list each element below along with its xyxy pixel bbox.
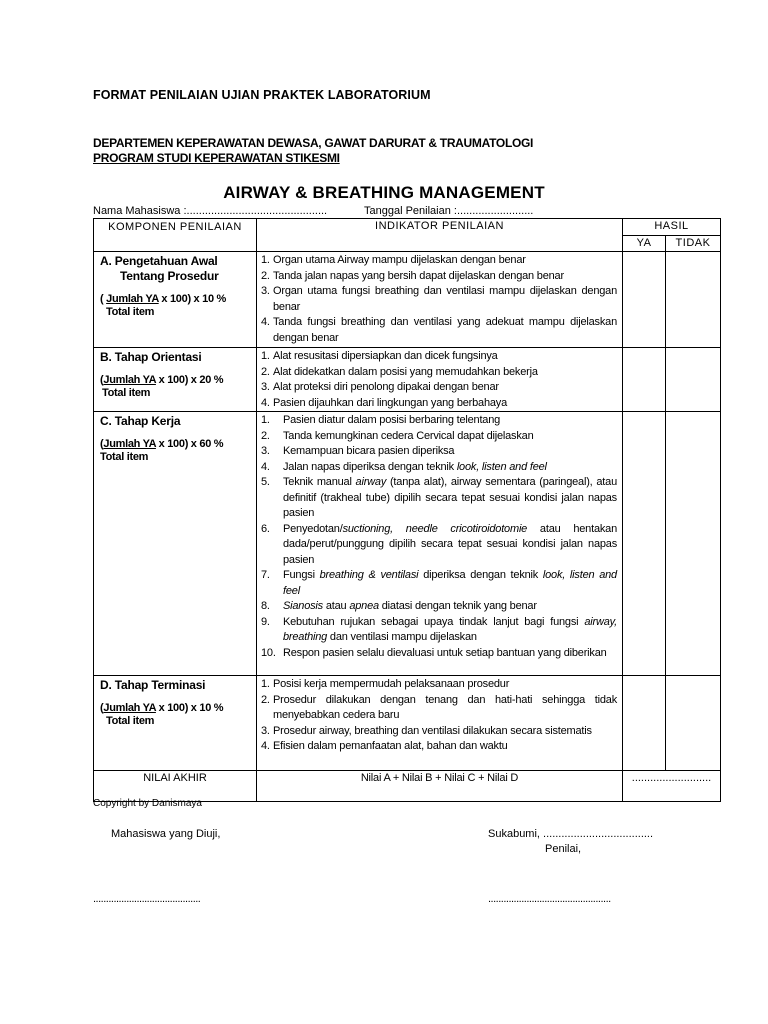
list-item: 9. Kebutuhan rujukan sebagai upaya tindak lanjut bagi fungsi airway, breathing dan ventilasi mampu dijelaskan	[261, 615, 617, 643]
list-item: 6. Penyedotan/suctioning, needle cricotiroidotomie atau hentakan dada/perut/punggung dipilih secara tepat sesuai kondisi jalan napas pasien	[261, 522, 617, 566]
section-title: C. Tahap Kerja	[100, 414, 181, 428]
section-title: B. Tahap Orientasi	[100, 350, 202, 364]
tidak-checkbox-a[interactable]	[666, 252, 721, 348]
list-item: 3. Prosedur airway, breathing dan ventilasi dilakukan secara sistematis	[261, 724, 592, 737]
komponen-cell-a	[94, 252, 257, 348]
assessor-signature-line[interactable]: ................................................	[488, 893, 611, 905]
header-tidak: TIDAK	[666, 236, 721, 252]
student-signature-label: Mahasiswa yang Diuji,	[111, 828, 221, 840]
assessment-date-field[interactable]: Tanggal Penilaian :.........................	[364, 205, 534, 217]
total-item-label: Total item	[100, 451, 149, 463]
score-formula: ( Jumlah YA x 100) x 10 %	[100, 293, 227, 305]
section-subtitle: Tentang Prosedur	[120, 269, 219, 283]
ya-checkbox-c[interactable]	[623, 412, 666, 676]
list-item: 7. Fungsi breathing & ventilasi diperiksa dengan teknik look, listen and feel	[261, 569, 617, 597]
indikator-cell-d	[257, 676, 623, 771]
list-item: 2. Alat didekatkan dalam posisi yang memudahkan bekerja	[261, 365, 538, 378]
copyright-text: Copyright by Danismaya	[93, 798, 202, 809]
department-name: DEPARTEMEN KEPERAWATAN DEWASA, GAWAT DARURAT & TRAUMATOLOGI	[93, 136, 534, 150]
list-item: 1. Alat resusitasi dipersiapkan dan dicek fungsinya	[261, 350, 498, 362]
final-score-value[interactable]: ..........................	[623, 771, 721, 802]
assessor-label: Penilai,	[545, 843, 582, 855]
list-item: 1. Posisi kerja mempermudah pelaksanaan prosedur	[261, 678, 510, 690]
ya-checkbox-b[interactable]	[623, 348, 666, 412]
list-item: 8. Sianosis atau apnea diatasi dengan teknik yang benar	[261, 600, 537, 612]
total-item-label: Total item	[102, 387, 151, 399]
indikator-cell-c	[257, 412, 623, 676]
tidak-checkbox-c[interactable]	[666, 412, 721, 676]
section-row-d	[94, 676, 721, 771]
page-title: AIRWAY & BREATHING MANAGEMENT	[223, 183, 545, 202]
tidak-checkbox-b[interactable]	[666, 348, 721, 412]
komponen-cell-b	[94, 348, 257, 412]
list-item: 4. Tanda fungsi breathing dan ventilasi yang adekuat mampu dijelaskan dengan benar	[261, 316, 617, 344]
list-item: 2. Tanda jalan napas yang bersih dapat dijelaskan dengan benar	[261, 269, 564, 282]
list-item: 5. Teknik manual airway (tanpa alat), airway sementara (paringeal), atau definitif (trakheal tube) dipilih secara tepat sesuai kondisi jalan napas pasien	[261, 476, 617, 519]
list-item: 3. Alat proteksi diri penolong dipakai dengan benar	[261, 381, 499, 393]
list-item: 10. Respon pasien selalu dievaluasi untuk setiap bantuan yang diberikan	[261, 646, 607, 659]
header-komponen: KOMPONEN PENILAIAN	[94, 219, 257, 252]
list-item: 4. Efisien dalam pemanfaatan alat, bahan dan waktu	[261, 740, 508, 752]
program-name: PROGRAM STUDI KEPERAWATAN STIKESMI	[93, 151, 340, 165]
header-hasil: HASIL	[623, 219, 721, 236]
section-title: A. Pengetahuan Awal	[100, 254, 218, 268]
list-item: 4. Jalan napas diperiksa dengan teknik look, listen and feel	[261, 460, 547, 473]
section-row-a	[94, 252, 721, 348]
ya-checkbox-d[interactable]	[623, 676, 666, 771]
city-date-field[interactable]: Sukabumi, ....................................	[488, 828, 654, 840]
list-item: 2. Tanda kemungkinan cedera Cervical dapat dijelaskan	[261, 429, 534, 442]
komponen-cell-d	[94, 676, 257, 771]
section-row-b	[94, 348, 721, 412]
section-row-c	[94, 412, 721, 676]
score-formula: (Jumlah YA x 100) x 20 %	[100, 374, 224, 386]
header-ya: YA	[623, 236, 666, 252]
header-indikator: INDIKATOR PENILAIAN	[257, 219, 623, 252]
tidak-checkbox-d[interactable]	[666, 676, 721, 771]
score-formula: (Jumlah YA x 100) x 60 %	[100, 438, 224, 450]
list-item: 4. Pasien dijauhkan dari lingkungan yang berbahaya	[261, 396, 508, 409]
section-title: D. Tahap Terminasi	[100, 678, 206, 692]
ya-checkbox-a[interactable]	[623, 252, 666, 348]
list-item: 3. Kemampuan bicara pasien diperiksa	[261, 445, 455, 457]
final-score-formula: Nilai A + Nilai B + Nilai C + Nilai D	[257, 771, 623, 802]
indikator-cell-b	[257, 348, 623, 412]
final-score-label: NILAI AKHIR	[94, 771, 257, 802]
list-item: 1. Pasien diatur dalam posisi berbaring telentang	[261, 414, 501, 426]
score-formula: (Jumlah YA x 100) x 10 %	[100, 702, 224, 714]
indikator-cell-a	[257, 252, 623, 348]
komponen-cell-c	[94, 412, 257, 676]
total-item-label: Total item	[106, 306, 155, 318]
student-name-field[interactable]: Nama Mahasiswa :..............................................	[93, 205, 328, 217]
list-item: 2. Prosedur dilakukan dengan tenang dan hati-hati sehingga tidak menyebabkan cedera baru	[261, 693, 617, 721]
list-item: 1. Organ utama Airway mampu dijelaskan dengan benar	[261, 254, 526, 266]
list-item: 3. Organ utama fungsi breathing dan ventilasi mampu dijelaskan dengan benar	[261, 285, 617, 313]
student-signature-line[interactable]: ..........................................	[93, 893, 201, 905]
assessment-table	[93, 218, 721, 802]
total-item-label: Total item	[106, 715, 155, 727]
form-title: FORMAT PENILAIAN UJIAN PRAKTEK LABORATORIUM	[93, 88, 431, 102]
final-score-row	[94, 771, 721, 802]
